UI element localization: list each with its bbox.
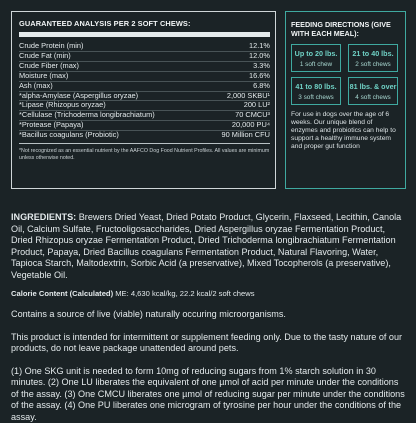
thick-divider — [19, 32, 270, 37]
analysis-footnote: *Not recognized as an essential nutrient by the AAFCO Dog Food Nutrient Profiles. All values are minimum unless otherwise noted. — [19, 148, 270, 161]
analysis-label: Crude Protein (min) — [19, 42, 83, 51]
analysis-value: 6.8% — [253, 82, 270, 91]
weight-range: 21 to 40 lbs. — [349, 49, 397, 58]
analysis-value: 3.3% — [253, 62, 270, 71]
ingredients-paragraph — [11, 212, 406, 281]
analysis-value: 16.6% — [249, 72, 270, 81]
analysis-label: Crude Fat (min) — [19, 52, 71, 61]
ingredients-heading: INGREDIENTS: — [11, 212, 76, 222]
guaranteed-analysis-title: GUARANTEED ANALYSIS PER 2 SOFT CHEWS: — [19, 19, 270, 28]
enzyme-label: *Cellulase (Trichoderma longibrachiatum) — [19, 111, 155, 120]
analysis-label: Crude Fiber (max) — [19, 62, 79, 71]
chew-amount: 2 soft chews — [349, 60, 397, 69]
enzyme-label: *Protease (Papaya) — [19, 121, 84, 130]
analysis-value: 12.1% — [249, 42, 270, 51]
analysis-value: 12.0% — [249, 52, 270, 61]
thin-divider — [19, 143, 270, 144]
enzyme-label: *Lipase (Rhizopus oryzae) — [19, 101, 106, 110]
feeding-option — [291, 44, 341, 72]
weight-range: 81 lbs. & over — [349, 82, 397, 91]
analysis-label: Moisture (max) — [19, 72, 68, 81]
guaranteed-analysis-panel — [11, 11, 276, 189]
label-text-section — [11, 212, 406, 423]
chew-amount: 4 soft chews — [349, 93, 397, 102]
chew-amount: 1 soft chew — [292, 60, 340, 69]
live-microorganisms-statement: Contains a source of live (viable) naturally occuring microorganisms. — [11, 309, 406, 321]
enzyme-label: *alpha-Amylase (Aspergillus oryzae) — [19, 92, 138, 101]
enzyme-label: *Bacillus coagulans (Probiotic) — [19, 131, 119, 140]
feeding-warning-statement: This product is intended for intermittent or supplement feeding only. Due to the tasty nature of our products, do not leave package unattended around pets. — [11, 332, 406, 355]
feeding-directions-panel — [285, 11, 406, 189]
feeding-note: For use in dogs over the age of 6 weeks. Our unique blend of enzymes and probiotics can help to support a healthy immune system and proper gut function — [291, 111, 400, 151]
analysis-label: Ash (max) — [19, 82, 53, 91]
weight-range: 41 to 80 lbs. — [292, 82, 340, 91]
feeding-option — [348, 44, 398, 72]
weight-range: Up to 20 lbs. — [292, 49, 340, 58]
enzyme-value: 20,000 PU⁴ — [232, 121, 270, 130]
enzyme-row — [19, 131, 270, 140]
calorie-content — [11, 289, 406, 298]
enzyme-value: 200 LU² — [244, 101, 270, 110]
feeding-options-grid — [291, 44, 400, 105]
chew-amount: 3 soft chews — [292, 93, 340, 102]
feeding-directions-title: FEEDING DIRECTIONS (GIVE WITH EACH MEAL): — [291, 20, 400, 38]
enzyme-value: 2,000 SKBU¹ — [227, 92, 270, 101]
enzyme-value: 90 Million CFU — [222, 131, 270, 140]
calorie-value: ME: 4,630 kcal/kg, 22.2 kcal/2 soft chews — [115, 289, 254, 298]
enzyme-value: 70 CMCU³ — [235, 111, 270, 120]
feeding-option — [291, 77, 341, 105]
calorie-label: Calorie Content (Calculated) — [11, 289, 113, 298]
feeding-option — [348, 77, 398, 105]
ingredients-list: Brewers Dried Yeast, Dried Potato Product, Glycerin, Flaxseed, Lecithin, Canola Oil, Calcium Sulfate, Fructooligosaccharides, Dried Aspergillus oryzae Fermentation Product, Dried Rhizopus oryzae Fermentation Product, Dried Trichoderma longibrachiatum Fermentation Product, Papaya, Dried Bacillus coagulans Fermentation Product, Natural Flavoring, Water, Tapioca Starch, Maltodextrin, Sorbic Acid (a preservative), Mixed Tocopherols (a preservative), Vegetable Oil. — [11, 212, 401, 280]
unit-definitions-statement: (1) One SKG unit is needed to form 10mg of reducing sugars from 1% starch solution in 30 minutes. (2) One LU liberates the equivalent of one µmol of acid per minute under the conditions of the assay. (3) One CMCU liberates one µmol of reducing sugar per minute under the conditions of the assay. (4) One PU liberates one microgram of tyrosine per hour under the conditions of the assay. — [11, 366, 406, 423]
analysis-row — [19, 72, 270, 82]
